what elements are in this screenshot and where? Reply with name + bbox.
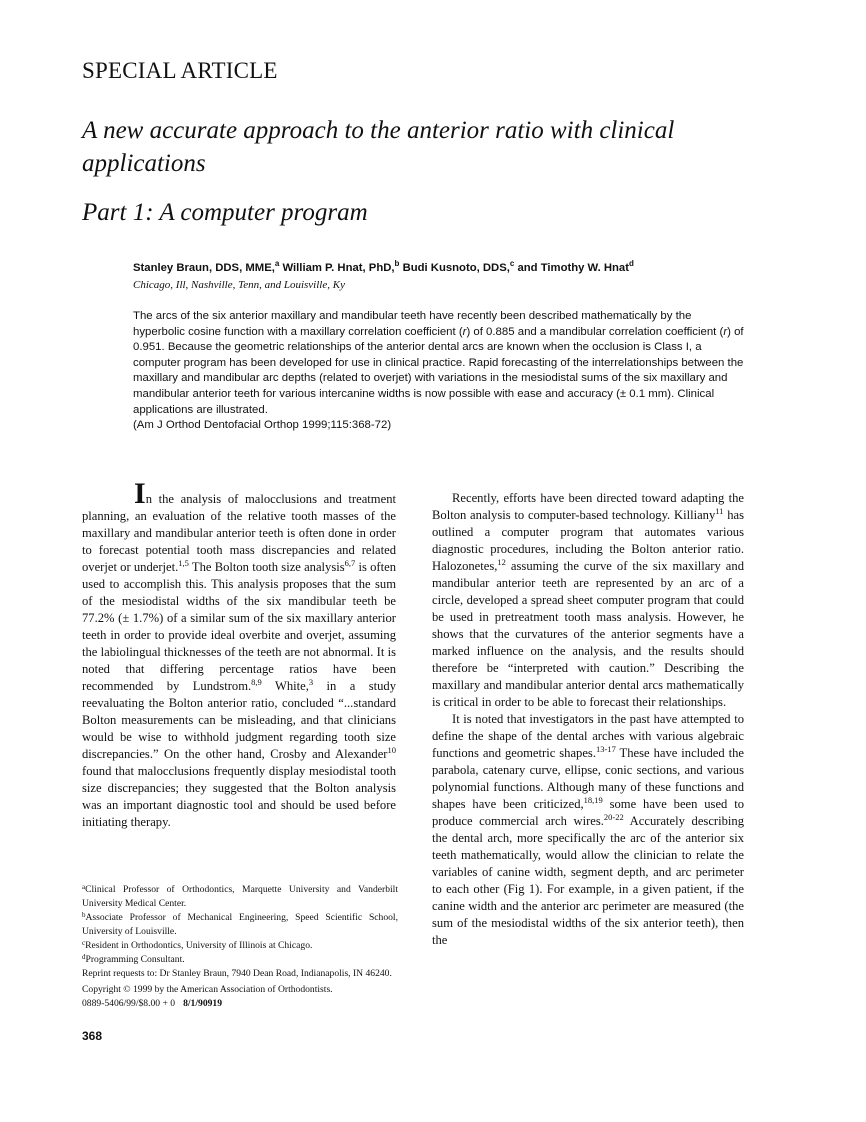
- footnote-text: Associate Professor of Mechanical Engineering, Speed Scientific School, University of Louisville.: [82, 912, 398, 937]
- body-text: in a study reevaluating the Bolton anterior ratio, concluded “...standard Bolton measurements can be misleading, and that clinicians would be wise to withhold judgment regarding tooth size discrepancies.” On the other hand, Crosby and Alexander: [82, 679, 396, 761]
- footnote-text: Clinical Professor of Orthodontics, Marquette University and Vanderbilt University Medical Center.: [82, 884, 398, 909]
- footnotes: [82, 883, 398, 1011]
- body-paragraph: [432, 711, 744, 949]
- body-text: assuming the curve of the six maxillary and mandibular anterior teeth are represented by an arc of a circle, developed a spread sheet computer program that could be used in pretreatment tooth mass analysis. However, he shows that the curvatures of the anterior segments have a marked influence on the analysis, and the results should therefore be “interpreted with caution.” Describing the maxillary and mandibular anterior dental arcs mathematically is critical in order to be able to forecast their relationships.: [432, 559, 744, 709]
- footnote-a: [82, 883, 398, 911]
- footnote-text: Resident in Orthodontics, University of Illinois at Chicago.: [85, 940, 313, 951]
- reference-mark: 8,9: [251, 677, 262, 687]
- author-mark: c: [509, 259, 515, 268]
- section-label: SPECIAL ARTICLE: [82, 58, 278, 83]
- body-text: Recently, efforts have been directed toward adapting the Bolton analysis to computer-based technology. Killiany: [432, 491, 744, 522]
- reference-mark: 20-22: [603, 812, 624, 822]
- reference-mark: 18,19: [583, 795, 603, 805]
- body-paragraph: [82, 477, 396, 831]
- reference-mark: 6,7: [344, 558, 356, 568]
- body-text: White,: [261, 679, 309, 693]
- body-text: has outlined a computer program that automates various diagnostic procedures, including the Bolton anterior ratio. Halozonetes,: [432, 508, 744, 573]
- body-text: is often used to accomplish this. This analysis proposes that the sum of the mesiodistal widths of the six mandibular teeth be 77.2% (± 1.7%) of a similar sum of the six maxillary anterior teeth in order to provide ideal overbite and overjet, assuming the labiolingual thicknesses of the teeth are not abnormal. It is noted that differing percentage ratios have been recommended by Lundstrom.: [82, 560, 396, 693]
- author-name: Stanley Braun, DDS, MME,: [133, 262, 275, 274]
- body-paragraph: [432, 490, 744, 711]
- drop-cap: I: [134, 477, 146, 510]
- body-text: found that malocclusions frequently display mesiodistal tooth size discrepancies; they suggested that the Bolton analysis was an important diagnostic tool and should be used before initiating therapy.: [82, 764, 396, 829]
- body-column-right: [432, 490, 744, 949]
- author-name: William P. Hnat, PhD,: [282, 262, 395, 274]
- copyright-notice: Copyright © 1999 by the American Association of Orthodontists.: [82, 984, 333, 995]
- footnote-d: [82, 953, 398, 967]
- body-text: These have included the parabola, catenary curve, ellipse, conic sections, and various polynomial functions. Although many of these functions and shapes have been criticized,: [432, 746, 744, 811]
- abstract-text: The arcs of the six anterior maxillary and mandibular teeth have recently been described mathematically by the hyperbolic cosine function with a maxillary correlation coefficient (: [133, 310, 692, 338]
- reference-mark: 10: [387, 745, 396, 755]
- footnote-text: Programming Consultant.: [85, 954, 185, 965]
- footnote-mark: b: [82, 911, 86, 919]
- footnote-mark: a: [82, 883, 86, 891]
- author-list: [133, 259, 634, 274]
- article-title: A new accurate approach to the anterior ratio with clinical applications: [82, 117, 675, 177]
- author-name: Budi Kusnoto, DDS,: [402, 262, 510, 274]
- abstract-variable: r: [462, 325, 467, 338]
- abstract-text: ) of 0.885 and a mandibular correlation coefficient (: [466, 325, 724, 338]
- reference-mark: 1,5: [178, 558, 189, 568]
- body-text: The Bolton tooth size analysis: [188, 560, 345, 574]
- footnote-c: [82, 939, 398, 953]
- author-mark: d: [628, 259, 634, 268]
- body-text: It is noted that investigators in the past have attempted to define the shape of the dental arches with various algebraic functions and geometric shapes.: [432, 712, 744, 760]
- article-subtitle: Part 1: A computer program: [82, 199, 368, 226]
- body-text: some have been used to produce commercial arch wires.: [432, 797, 744, 828]
- footnote-b: [82, 911, 398, 939]
- body-column-left: [82, 477, 396, 831]
- article-code: 8/1/90919: [183, 998, 223, 1009]
- author-name: and Timothy W. Hnat: [517, 262, 629, 274]
- page-number: 368: [82, 1029, 103, 1043]
- footnote-mark: c: [82, 939, 86, 947]
- issn-text: 0889-5406/99/$8.00 + 0: [82, 998, 176, 1009]
- issn-code: [82, 997, 398, 1011]
- footnote-mark: d: [82, 953, 86, 961]
- reference-mark: 3: [308, 677, 314, 687]
- reprint-requests: Reprint requests to: Dr Stanley Braun, 7940 Dean Road, Indianapolis, IN 46240.: [82, 968, 392, 979]
- body-text: Accurately describing the dental arch, more specifically the arc of the anterior six teeth mathematically, would allow the clinician to relate the variables of canine width, segment depth, and arc perimeter to each other (Fig 1). For example, in a given patient, if the canine width and the anterior arc perimeter are measured (the sum of the mesiodistal widths of the six anterior teeth), then the: [432, 814, 744, 947]
- author-mark: a: [274, 259, 280, 268]
- abstract-text: ) of 0.951. Because the geometric relationships of the anterior dental arcs are known when the occlusion is Class I, a computer program has been developed for use in clinical practice. Rapid forecasting of the interrelationships between the maxillary and mandibular arc depths (related to overjet) with variations in the mesiodistal sums of the six maxillary and mandibular anterior teeth for various intercanine widths is now possible with ease and accuracy (± 0.1 mm). Clinical applications are illustrated.: [133, 325, 744, 416]
- author-locations: Chicago, Ill, Nashville, Tenn, and Louisville, Ky: [133, 279, 345, 291]
- reference-mark: 13-17: [595, 744, 616, 754]
- abstract-citation: (Am J Orthod Dentofacial Orthop 1999;115:368-72): [133, 419, 392, 432]
- reference-mark: 12: [497, 557, 506, 567]
- author-mark: b: [394, 259, 400, 268]
- reference-mark: 11: [715, 506, 724, 516]
- body-text: n the analysis of malocclusions and treatment planning, an evaluation of the relative tooth masses of the maxillary and mandibular anterior teeth is often done in order to forecast potential tooth mass discrepancies and related overjet or underjet.: [82, 492, 396, 574]
- abstract-variable: r: [723, 325, 728, 338]
- abstract: [133, 309, 745, 434]
